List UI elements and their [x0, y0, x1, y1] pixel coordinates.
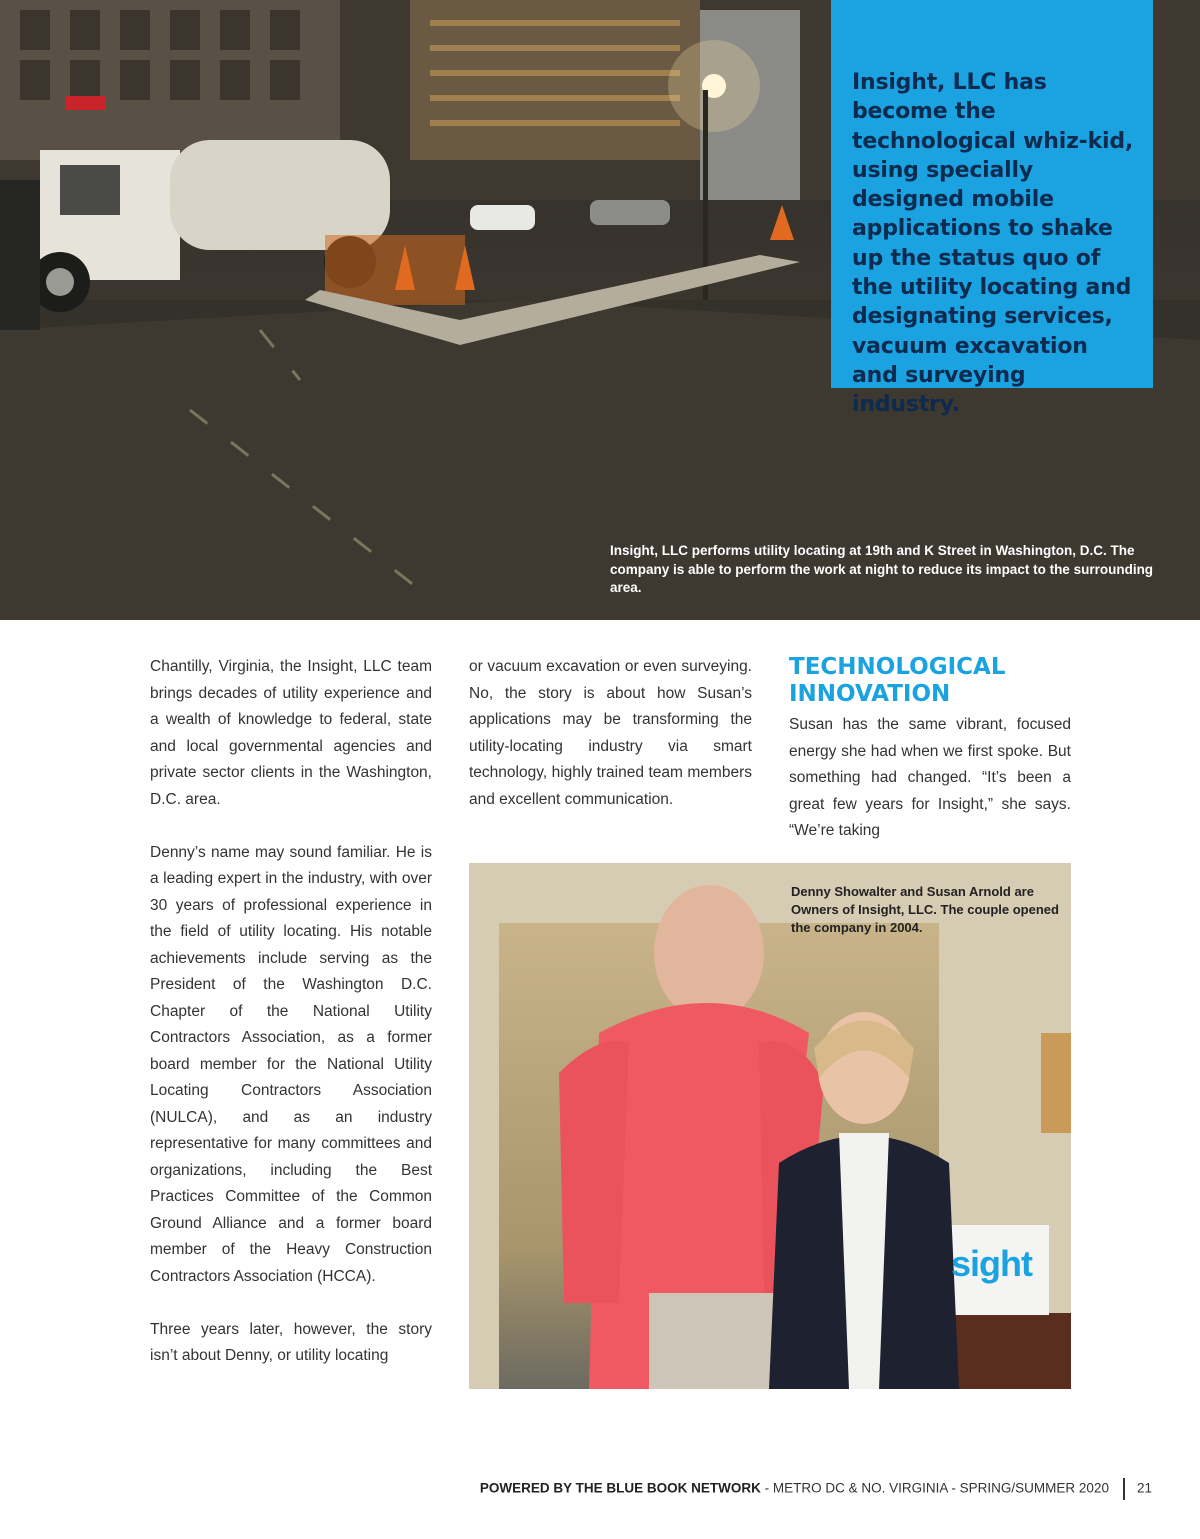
article-column-1 — [150, 654, 432, 1370]
hero-photo — [0, 0, 1200, 620]
footer-brand: POWERED BY THE BLUE BOOK NETWORK — [479, 1480, 761, 1496]
column-1-paragraph-1: Chantilly, Virginia, the Insight, LLC team brings decades of utility experience and a wealth of knowledge to federal, state and local governmental agencies and private sector clients in the Washington, D.C. area. — [150, 658, 432, 808]
owners-photo — [469, 863, 1071, 1389]
section-heading: TECHNOLOGICAL INNOVATION — [789, 654, 1006, 707]
insight-sign-logo: sight — [951, 1243, 1032, 1284]
column-1-paragraph-2: Denny’s name may sound familiar. He is a leading expert in the industry, with over 30 years of professional experience in the field of utility locating. His notable achievements include serving as the President of the Washington D.C. Chapter of the National Utility Contractors Association, as a former board member for the National Utility Locating Contractors Association (NULCA), and as an industry representative for many committees and organizations, including the Best Practices Committee of the Common Ground Alliance and a former board member of the Heavy Construction Contractors Association (HCCA). — [150, 843, 432, 1285]
article-column-3 — [789, 654, 1071, 845]
column-2-paragraph-1: or vacuum excavation or even surveying. No, the story is about how Susan’s applications may be transforming the utility-locating industry via smart technology, highly trained team members and excellent communication. — [469, 658, 752, 808]
hero-caption: Insight, LLC performs utility locating at 19th and K Street in Washington, D.C. The company is able to perform the work at night to reduce its impact to the surrounding area. — [610, 543, 1154, 595]
page-number: 21 — [1136, 1480, 1152, 1496]
pull-quote-text: Insight, LLC has become the technological whiz-kid, using specially designed mobile applications to shake up the status quo of the utility locating and designating services, vacuum excavation and surveying industry. — [852, 70, 1134, 418]
owners-portrait-illustration — [469, 863, 1071, 1389]
column-3-paragraph-1: Susan has the same vibrant, focused energy she had when we first spoke. But something had changed. “It’s been a great few years for Insight,” she says. “We’re taking — [789, 716, 1071, 839]
footer-divider — [1123, 1478, 1125, 1500]
article-column-2 — [469, 654, 752, 813]
page-footer — [0, 1478, 1152, 1500]
column-1-paragraph-3: Three years later, however, the story isn’t about Denny, or utility locating — [150, 1320, 432, 1364]
footer-edition: - METRO DC & NO. VIRGINIA - SPRING/SUMMER 2020 — [760, 1480, 1109, 1496]
owners-photo-caption: Denny Showalter and Susan Arnold are Owners of Insight, LLC. The couple opened the company in 2004. — [791, 884, 1059, 935]
pull-quote-box — [831, 0, 1153, 418]
